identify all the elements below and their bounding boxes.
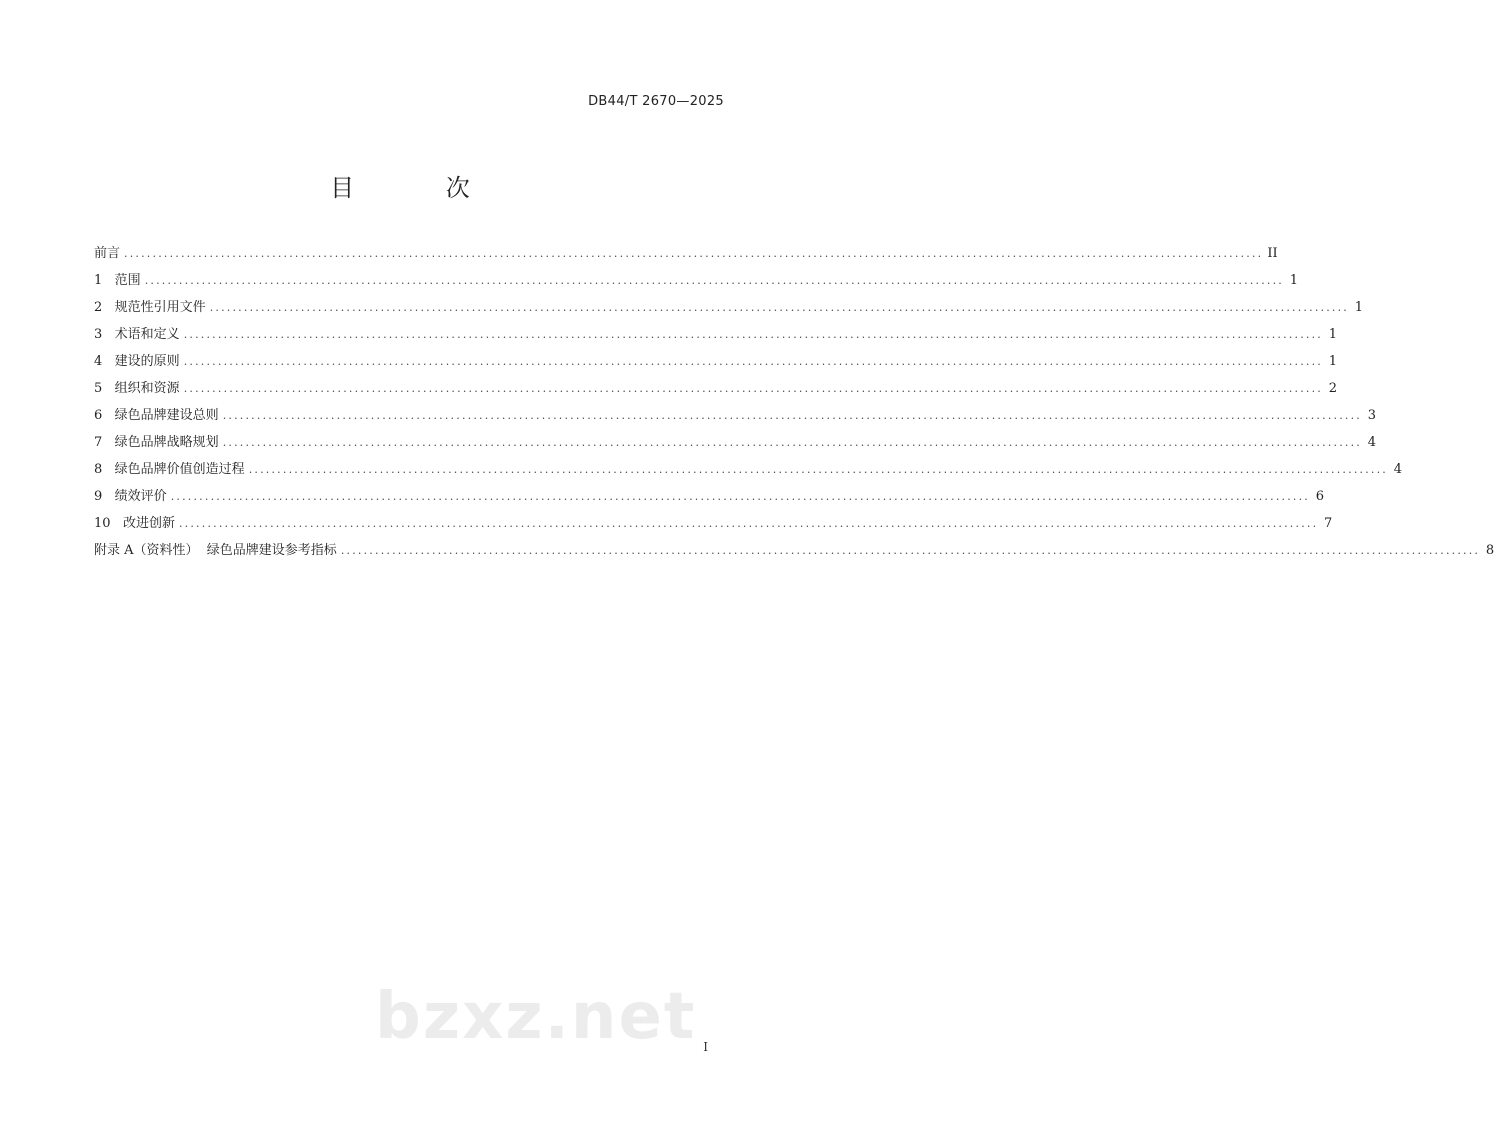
toc-entry-strategy[interactable]: [94, 429, 1377, 456]
toc-number: 4: [94, 354, 115, 369]
toc-entry-foreword[interactable]: [94, 240, 1278, 267]
toc-label: 绿色品牌价值创造过程: [114, 462, 245, 477]
toc-page: 3: [1367, 408, 1377, 423]
toc-leader-dots: ........................................................................................................................................................................................................: [124, 247, 1264, 260]
toc-label: 绿色品牌战略规划: [114, 435, 219, 450]
toc-entry-performance[interactable]: [94, 483, 1325, 510]
toc-entry-normative-references[interactable]: [94, 294, 1364, 321]
toc-entry-principles[interactable]: [94, 348, 1338, 375]
toc-label: 绿色品牌建设参考指标: [206, 543, 337, 558]
toc-number: 10: [94, 516, 123, 531]
standard-code: DB44/T 2670—2025: [588, 94, 724, 109]
watermark: bzxz.net: [375, 980, 697, 1054]
toc-label: 组织和资源: [114, 381, 180, 396]
toc-page: 1: [1328, 327, 1338, 342]
toc-leader-dots: ........................................................................................................................................................................................................: [183, 328, 1324, 341]
toc-number: 5: [94, 381, 115, 396]
toc-page: 4: [1393, 462, 1403, 477]
toc-number: 附录 A（资料性）: [94, 543, 207, 558]
toc-number: 2: [94, 300, 115, 315]
toc-entry-terms[interactable]: [94, 321, 1338, 348]
toc-page: 1: [1354, 300, 1364, 315]
toc-leader-dots: ........................................................................................................................................................................................................: [178, 517, 1319, 530]
toc-page: 2: [1328, 381, 1338, 396]
toc-leader-dots: ........................................................................................................................................................................................................: [209, 301, 1350, 314]
toc-number: 8: [94, 462, 115, 477]
toc-entry-scope[interactable]: [94, 267, 1299, 294]
page-number: I: [703, 1040, 708, 1054]
toc-label: 建设的原则: [114, 354, 180, 369]
toc-label: 术语和定义: [114, 327, 180, 342]
toc-number: 7: [94, 435, 115, 450]
toc-number: 6: [94, 408, 115, 423]
toc-label: 规范性引用文件: [114, 300, 206, 315]
toc-leader-dots: ........................................................................................................................................................................................................: [222, 409, 1363, 422]
page-title: 目 次: [330, 174, 512, 202]
toc-leader-dots: ........................................................................................................................................................................................................: [248, 463, 1389, 476]
toc-entry-general-rules[interactable]: [94, 402, 1377, 429]
toc-label: 改进创新: [122, 516, 175, 531]
toc-leader-dots: ........................................................................................................................................................................................................: [170, 490, 1311, 503]
toc-entry-value-creation[interactable]: [94, 456, 1403, 483]
toc-leader-dots: ........................................................................................................................................................................................................: [183, 382, 1324, 395]
toc-entry-organization[interactable]: [94, 375, 1338, 402]
toc-page: 8: [1485, 543, 1494, 558]
toc-page: 7: [1324, 516, 1333, 531]
toc-page: 4: [1367, 435, 1377, 450]
toc-page: 1: [1289, 273, 1299, 288]
toc-page: 1: [1328, 354, 1338, 369]
toc-entry-appendix-a[interactable]: [94, 537, 1494, 564]
toc-number: 9: [94, 489, 115, 504]
toc-leader-dots: ........................................................................................................................................................................................................: [340, 544, 1481, 557]
toc-page: II: [1267, 246, 1278, 261]
toc-label: 绩效评价: [114, 489, 167, 504]
toc-number: 1: [94, 273, 115, 288]
toc-number: 3: [94, 327, 115, 342]
toc-leader-dots: ........................................................................................................................................................................................................: [222, 436, 1363, 449]
toc-page: 6: [1315, 489, 1325, 504]
toc-label: 范围: [114, 273, 141, 288]
toc-leader-dots: ........................................................................................................................................................................................................: [183, 355, 1324, 368]
toc-label: 前言: [94, 246, 121, 261]
toc-entry-improvement[interactable]: [94, 510, 1333, 537]
toc-leader-dots: ........................................................................................................................................................................................................: [144, 274, 1285, 287]
table-of-contents: [94, 240, 1494, 564]
toc-label: 绿色品牌建设总则: [114, 408, 219, 423]
